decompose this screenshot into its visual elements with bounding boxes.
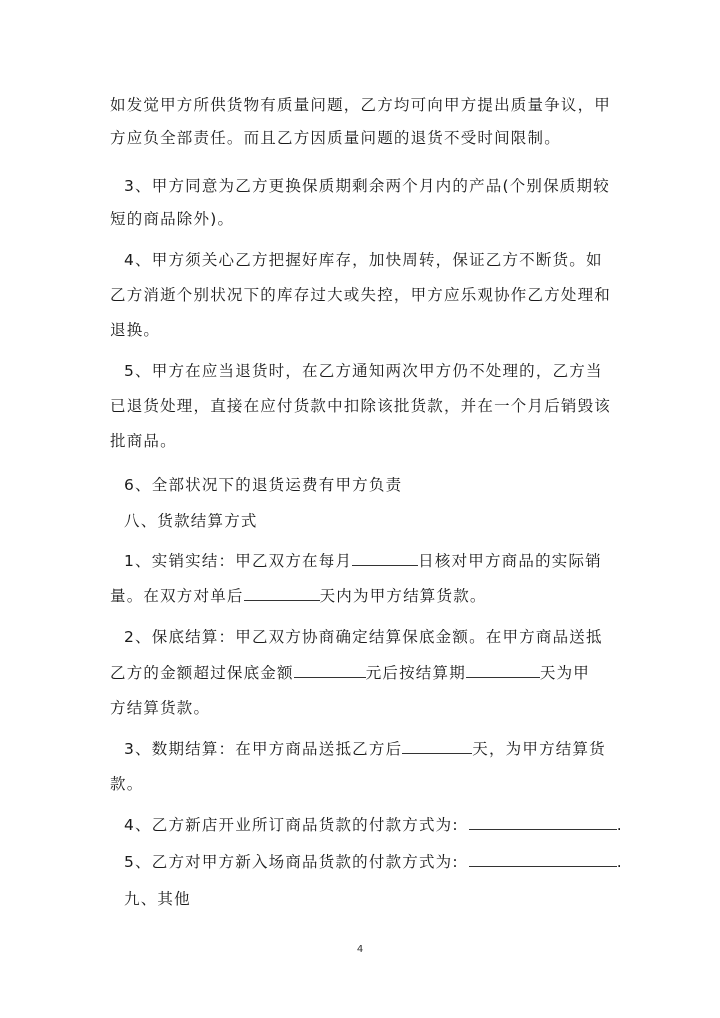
text-line: 退换。 (110, 321, 161, 339)
text-line: 4、甲方须关心乙方把握好库存，加快周转，保证乙方不断货。如 (124, 251, 603, 269)
page-number: 4 (356, 944, 364, 955)
text-line: 方应负全部责任。而且乙方因质量问题的退货不受时间限制。 (110, 129, 561, 147)
text-line (110, 663, 590, 683)
text-segment: 乙方的金额超过保底金额 (110, 664, 294, 682)
text-line: 5、甲方在应当退货时，在乙方通知两次甲方仍不处理的，乙方当 (124, 362, 603, 380)
section-heading: 九、其他 (124, 890, 191, 908)
text-segment: 1、实销实结：甲乙双方在每月 (124, 552, 353, 570)
text-segment: 天为甲 (539, 664, 591, 682)
fill-in-blank (352, 551, 418, 566)
text-line (124, 852, 623, 872)
text-segment: 天，为甲方结算货 (472, 740, 606, 758)
fill-in-blank (466, 663, 540, 678)
text-line: 3、甲方同意为乙方更换保质期剩余两个月内的产品(个别保质期较 (124, 177, 610, 195)
text-line: 方结算货款。 (110, 699, 211, 717)
text-segment: 4、乙方新店开业所订商品货款的付款方式为: (124, 816, 459, 834)
text-line: 如发觉甲方所供货物有质量问题，乙方均可向甲方提出质量争议，甲 (110, 96, 612, 114)
text-line: 款。 (110, 775, 144, 793)
text-line (124, 815, 623, 835)
fill-in-blank (469, 852, 617, 867)
text-segment: 5、乙方对甲方新入场商品货款的付款方式为: (124, 853, 459, 871)
text-line (124, 551, 602, 571)
text-segment: 量。在双方对单后 (110, 587, 244, 605)
text-segment: 元后按结算期 (365, 664, 466, 682)
text-segment: 3、数期结算：在甲方商品送抵乙方后 (124, 740, 403, 758)
text-line (110, 586, 487, 606)
text-segment: . (616, 853, 623, 871)
fill-in-blank (402, 739, 472, 754)
text-line: 批商品。 (110, 432, 177, 450)
fill-in-blank (244, 586, 320, 601)
fill-in-blank (469, 815, 617, 830)
text-segment: . (616, 816, 623, 834)
fill-in-blank (294, 663, 366, 678)
text-line: 短的商品除外)。 (110, 210, 235, 228)
text-segment: 天内为甲方结算货款。 (319, 587, 487, 605)
text-line (124, 739, 606, 759)
text-line: 6、全部状况下的退货运费有甲方负责 (124, 476, 403, 494)
text-line: 已退货处理，直接在应付货款中扣除该批货款，并在一个月后销毁该 (110, 397, 612, 415)
section-heading: 八、货款结算方式 (124, 512, 258, 530)
text-line: 2、保底结算：甲乙双方协商确定结算保底金额。在甲方商品送抵 (124, 628, 603, 646)
text-segment: 日核对甲方商品的实际销 (418, 552, 602, 570)
text-line: 乙方消逝个别状况下的库存过大或失控，甲方应乐观协作乙方处理和 (110, 286, 612, 304)
